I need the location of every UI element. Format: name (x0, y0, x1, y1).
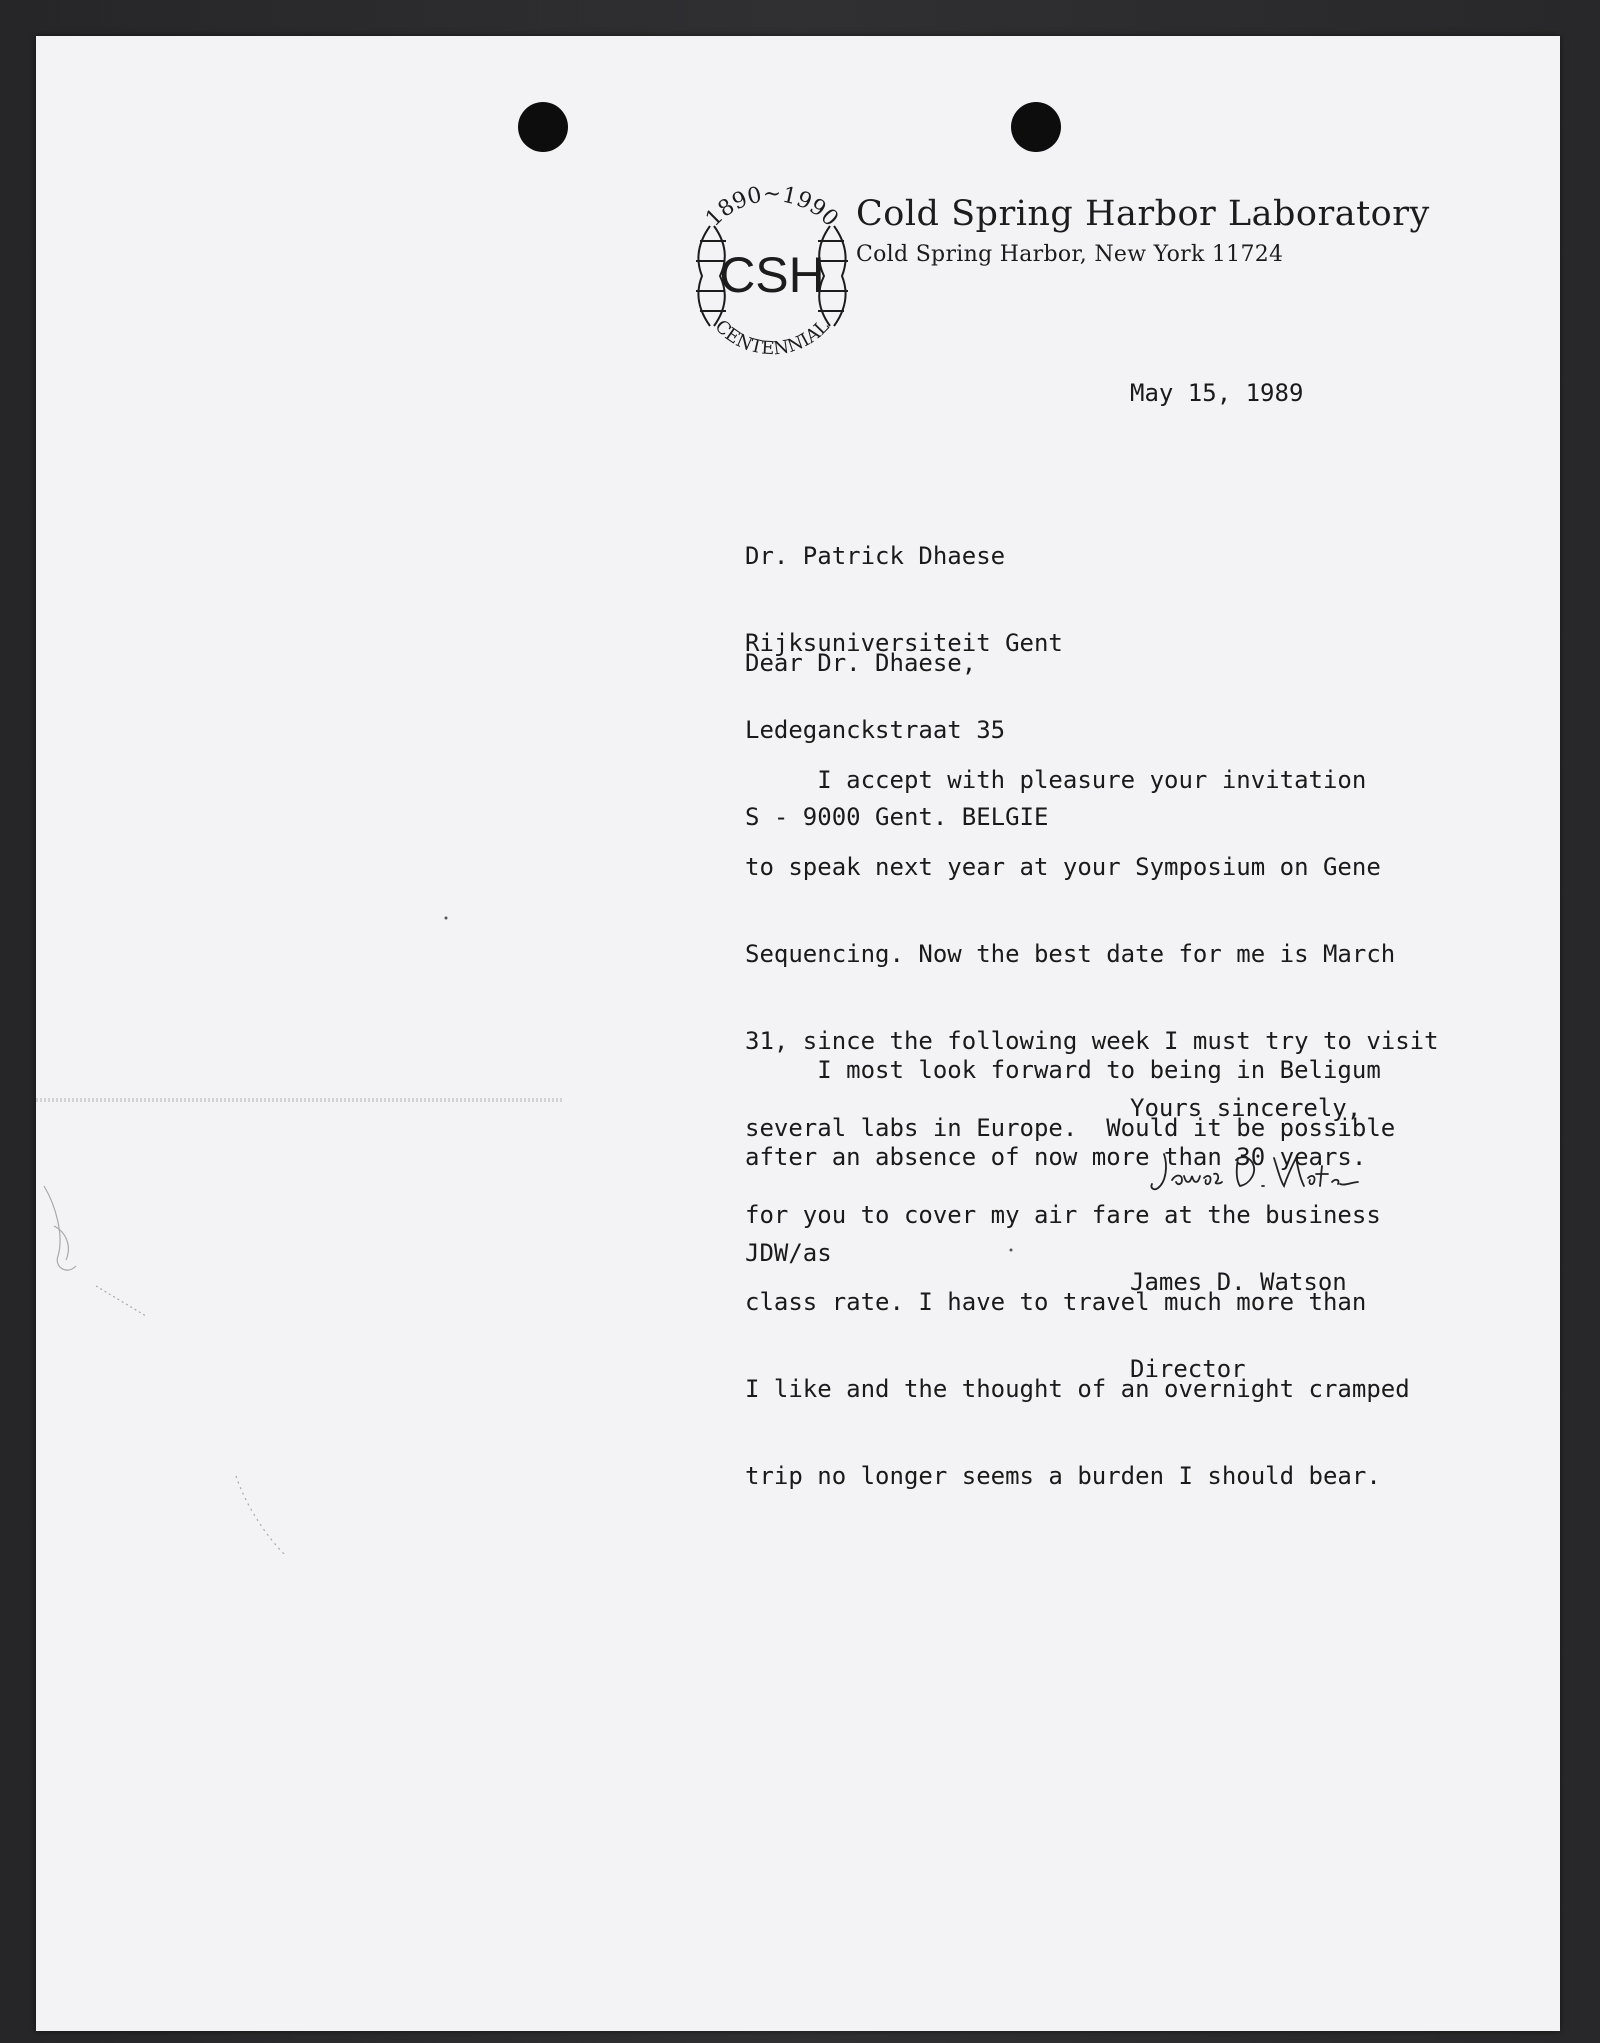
body-line: I accept with pleasure your invitation (745, 766, 1367, 794)
recipient-line: S - 9000 Gent. BELGIE (745, 803, 1049, 831)
signer-block (1130, 1210, 1347, 1442)
body-line: several labs in Europe. Would it be possible (745, 1114, 1396, 1142)
body-line: I most look forward to being in Beligum (745, 1056, 1381, 1084)
punch-hole-left (518, 102, 568, 152)
body-line: after an absence of now more than 30 years. (745, 1143, 1367, 1171)
punch-hole-right (1011, 102, 1061, 152)
signer-title: Director (1130, 1355, 1246, 1383)
handwritten-signature (1146, 1148, 1361, 1203)
recipient-line: Rijksuniversiteit Gent (745, 629, 1063, 657)
letterhead-address: Cold Spring Harbor, New York 11724 (856, 242, 1284, 267)
body-line: 31, since the following week I must try to visit (745, 1027, 1439, 1055)
salutation: Dear Dr. Dhaese, (745, 649, 977, 677)
body-line: I like and the thought of an overnight cramped (745, 1375, 1410, 1403)
typist-initials: JDW/as (745, 1239, 832, 1267)
body-line: class rate. I have to travel much more than (745, 1288, 1367, 1316)
logo-initials: CSH (719, 247, 825, 303)
body-line: trip no longer seems a burden I should bear. (745, 1462, 1381, 1490)
body-line: to speak next year at your Symposium on Gene (745, 853, 1381, 881)
closing: Yours sincerely, (1130, 1094, 1362, 1122)
signer-name: James D. Watson (1130, 1268, 1347, 1296)
logo-centennial: CENTENNIAL (710, 315, 834, 360)
csh-centennial-logo (662, 166, 882, 386)
letter-date: May 15, 1989 (1130, 379, 1304, 407)
letterhead-name: Cold Spring Harbor Laboratory (856, 194, 1430, 234)
recipient-line: Ledeganckstraat 35 (745, 716, 1006, 744)
letter-page (36, 36, 1560, 2031)
body-line: for you to cover my air fare at the business (745, 1201, 1381, 1229)
recipient-line: Dr. Patrick Dhaese (745, 542, 1006, 570)
logo-years: 1890~1990 (701, 182, 843, 232)
body-line: Sequencing. Now the best date for me is March (745, 940, 1396, 968)
letterhead (856, 194, 1430, 267)
